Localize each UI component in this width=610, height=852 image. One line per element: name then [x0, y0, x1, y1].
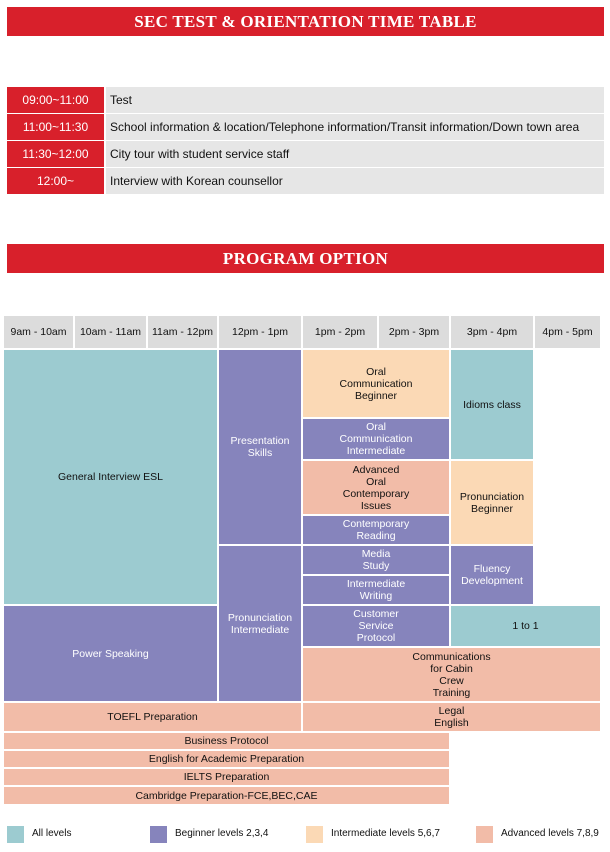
cell-oral-communication-intermediate: Oral Communication Intermediate — [302, 418, 450, 460]
cell-business-protocol: Business Protocol — [3, 732, 450, 750]
legend-label: Advanced levels 7,8,9 — [501, 828, 599, 839]
cell-cambridge-preparation: Cambridge Preparation-FCE,BEC,CAE — [3, 786, 450, 805]
cell-one-to-one: 1 to 1 — [450, 605, 601, 647]
legend-label: Intermediate levels 5,6,7 — [331, 828, 440, 839]
cell-pronunciation-beginner: Pronunciation Beginner — [450, 460, 534, 545]
cell-ielts-preparation: IELTS Preparation — [3, 768, 450, 786]
header-9am: 9am - 10am — [3, 315, 74, 349]
header-2pm: 2pm - 3pm — [378, 315, 450, 349]
cell-media-study: Media Study — [302, 545, 450, 575]
header-4pm: 4pm - 5pm — [534, 315, 601, 349]
program-title: PROGRAM OPTION — [7, 244, 604, 273]
cell-intermediate-writing: Intermediate Writing — [302, 575, 450, 605]
legend-swatch-all-levels — [7, 826, 24, 843]
timetable-time: 11:00~11:30 — [7, 114, 104, 140]
timetable-time: 09:00~11:00 — [7, 87, 104, 113]
timetable-description: School information & location/Telephone information/Transit information/Down town area — [106, 114, 604, 140]
cell-oral-communication-beginner: Oral Communication Beginner — [302, 349, 450, 418]
legend-swatch-advanced — [476, 826, 493, 843]
header-10am: 10am - 11am — [74, 315, 147, 349]
timetable-description: City tour with student service staff — [106, 141, 604, 167]
timetable-time: 12:00~ — [7, 168, 104, 194]
header-12pm: 12pm - 1pm — [218, 315, 302, 349]
cell-pronunciation-intermediate: Pronunciation Intermediate — [218, 545, 302, 702]
cell-english-academic-preparation: English for Academic Preparation — [3, 750, 450, 768]
cell-advanced-oral-contemporary-issues: Advanced Oral Contemporary Issues — [302, 460, 450, 515]
cell-toefl-preparation: TOEFL Preparation — [3, 702, 302, 732]
header-3pm: 3pm - 4pm — [450, 315, 534, 349]
cell-power-speaking: Power Speaking — [3, 605, 218, 702]
legend-swatch-intermediate — [306, 826, 323, 843]
legend-label: All levels — [32, 828, 72, 839]
cell-customer-service-protocol: Customer Service Protocol — [302, 605, 450, 647]
timetable-description: Interview with Korean counsellor — [106, 168, 604, 194]
cell-presentation-skills: Presentation Skills — [218, 349, 302, 545]
legend-swatch-beginner — [150, 826, 167, 843]
timetable-description: Test — [106, 87, 604, 113]
cell-contemporary-reading: Contemporary Reading — [302, 515, 450, 545]
cell-legal-english: Legal English — [302, 702, 601, 732]
cell-cabin-crew-training: Communications for Cabin Crew Training — [302, 647, 601, 702]
cell-general-interview-esl: General Interview ESL — [3, 349, 218, 605]
header-1pm: 1pm - 2pm — [302, 315, 378, 349]
timetable-time: 11:30~12:00 — [7, 141, 104, 167]
cell-fluency-development: Fluency Development — [450, 545, 534, 605]
legend-label: Beginner levels 2,3,4 — [175, 828, 269, 839]
header-11am: 11am - 12pm — [147, 315, 218, 349]
cell-idioms-class: Idioms class — [450, 349, 534, 460]
timetable-title: SEC TEST & ORIENTATION TIME TABLE — [7, 7, 604, 36]
